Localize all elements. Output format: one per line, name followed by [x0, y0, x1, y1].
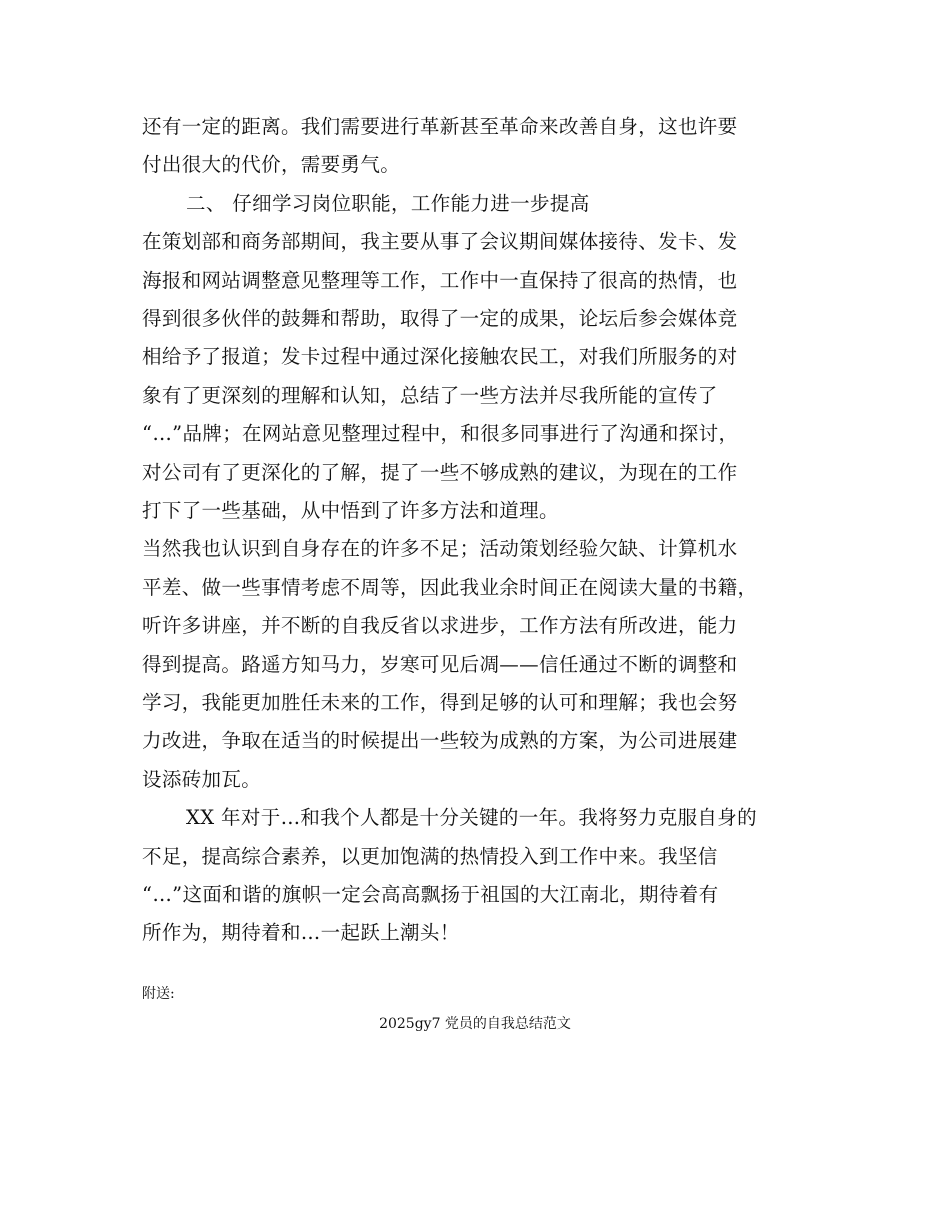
text-line: 设添砖加瓦。 — [142, 767, 262, 791]
text-line: 打下了一些基础，从中悟到了许多方法和道理。 — [142, 498, 559, 522]
text-line: 平差、做一些事情考虑不周等，因此我业余时间正在阅读大量的书籍， — [142, 575, 758, 599]
text-line: 学习，我能更加胜任未来的工作，得到足够的认可和理解；我也会努 — [142, 690, 738, 714]
text-line: 得到很多伙伴的鼓舞和帮助，取得了一定的成果，论坛后参会媒体竞 — [142, 306, 738, 330]
text-line: 相给予了报道；发卡过程中通过深化接触农民工，对我们所服务的对 — [142, 345, 738, 369]
text-line: XX 年对于…和我个人都是十分关键的一年。我将努力克服自身的 — [186, 806, 757, 830]
text-line: 在策划部和商务部期间，我主要从事了会议期间媒体接待、发卡、发 — [142, 230, 738, 254]
section-heading — [142, 185, 812, 223]
paragraph-closing — [142, 799, 812, 953]
paragraph-shortcomings — [142, 530, 812, 799]
text-line: 所作为，期待着和…一起跃上潮头！ — [142, 921, 460, 945]
text-line: 付出很大的代价，需要勇气。 — [142, 153, 401, 177]
footer-label: 附送: — [142, 986, 175, 1002]
text-line: 得到提高。路遥方知马力，岁寒可见后凋——信任通过不断的调整和 — [142, 652, 738, 676]
footer-title: 2025gy7 党员的自我总结范文 — [379, 1016, 571, 1032]
paragraph-work — [142, 223, 812, 530]
text-line: “…”这面和谐的旗帜一定会高高飘扬于祖国的大江南北，期待着有 — [142, 882, 719, 906]
text-line: “…”品牌；在网站意见整理过程中，和很多同事进行了沟通和探讨， — [142, 422, 739, 446]
section-heading-text: 二、 仔细学习岗位职能，工作能力进一步提高 — [186, 191, 590, 215]
text-line: 象有了更深刻的理解和认知，总结了一些方法并尽我所能的宣传了 — [142, 383, 718, 407]
text-line: 不足，提高综合素养，以更加饱满的热情投入到工作中来。我坚信 — [142, 844, 718, 868]
text-line: 当然我也认识到自身存在的许多不足；活动策划经验欠缺、计算机水 — [142, 537, 738, 561]
text-line: 对公司有了更深化的了解，提了一些不够成熟的建议，为现在的工作 — [142, 460, 738, 484]
text-line: 力改进，争取在适当的时候提出一些较为成熟的方案，为公司进展建 — [142, 729, 738, 753]
text-line: 海报和网站调整意见整理等工作，工作中一直保持了很高的热情，也 — [142, 268, 738, 292]
text-line: 听许多讲座，并不断的自我反省以求进步，工作方法有所改进，能力 — [142, 614, 738, 638]
text-line: 还有一定的距离。我们需要进行革新甚至革命来改善自身，这也许要 — [142, 115, 738, 138]
paragraph-continuation — [142, 108, 812, 185]
